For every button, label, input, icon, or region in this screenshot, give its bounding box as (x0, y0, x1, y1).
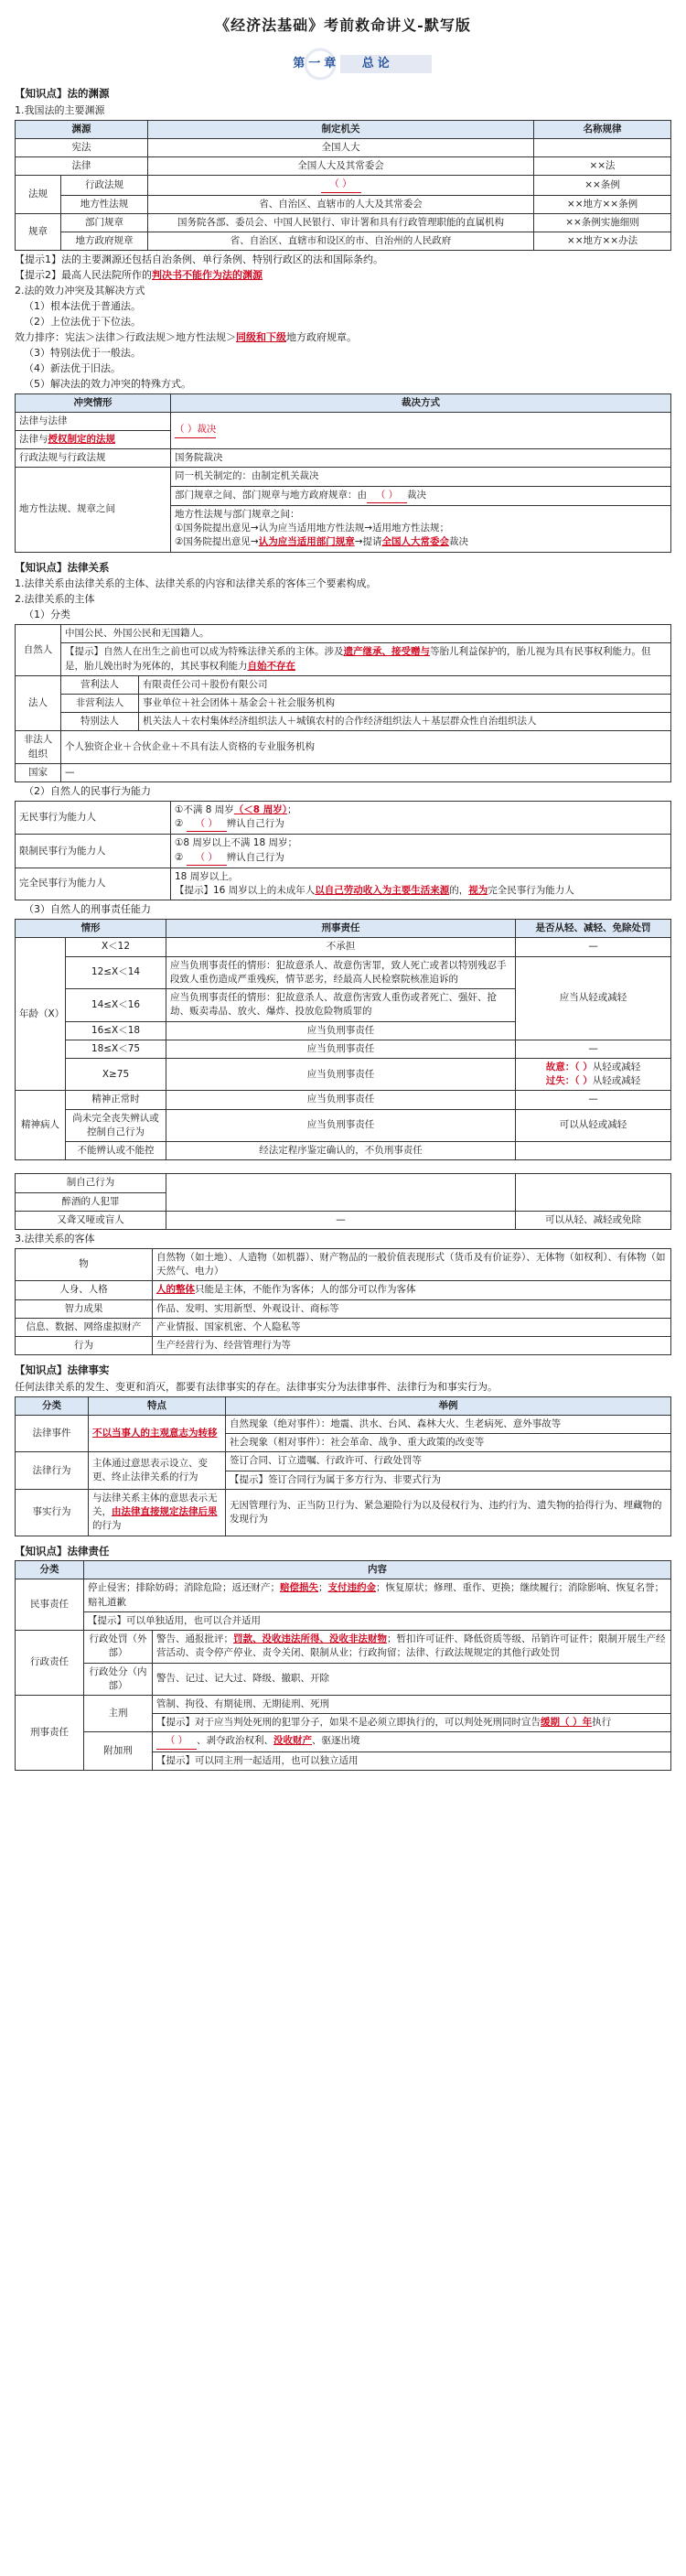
table-cell: 物 (16, 1248, 153, 1280)
text-line (520, 1061, 667, 1074)
table-header: 内容 (84, 1561, 671, 1579)
sources-table (15, 120, 671, 252)
text-part: 与法律关系主体的意思表示无关， (92, 1492, 218, 1518)
table-header-row (16, 920, 671, 938)
table-cell (84, 1579, 671, 1611)
fill-blank[interactable]: （ ）裁决 (175, 423, 216, 437)
table-cell (171, 801, 671, 834)
table-cell: 省、自治区、直辖市的人大及其常委会 (148, 195, 534, 213)
table-cell: 法律 (16, 157, 148, 176)
text-part: 裁决 (449, 536, 469, 548)
highlight-text: 由法律直接规定法律后果 (112, 1506, 218, 1518)
table-cell: ××条例 (534, 176, 671, 195)
text-part: 裁决 (407, 489, 426, 501)
table-cell: — (166, 1211, 516, 1229)
table-header: 刑事责任 (166, 920, 516, 938)
table-cell (171, 505, 671, 552)
table-cell: 经法定程序鉴定确认的，不负刑事责任 (166, 1142, 516, 1160)
text-part: 从轻或减轻 (592, 1061, 641, 1072)
table-cell: 地方政府规章 (61, 232, 148, 250)
table-cell: 作品、发明、实用新型、外观设计、商标等 (153, 1299, 671, 1318)
table-row (16, 1611, 671, 1630)
table-cell: — (516, 938, 671, 956)
highlight-text: 全国人大常委会 (381, 536, 450, 548)
table-cell: 地方性法规 (61, 195, 148, 213)
criminal-capacity-table (15, 919, 671, 1160)
table-cell (16, 431, 171, 449)
table-cell (171, 868, 671, 900)
table-cell (89, 1416, 226, 1452)
table-group-cell: 精神病人 (16, 1091, 66, 1160)
fill-blank[interactable]: （ ） (321, 178, 361, 192)
fill-blank[interactable]: （ ） (367, 489, 407, 503)
table-cell: — (516, 1040, 671, 1058)
table-header-row (16, 1561, 671, 1579)
text-part: 法律与 (19, 434, 48, 446)
tip-text: 【提示1】法的主要渊源还包括自治条例、单行条例、特别行政区的法和国际条约。 (15, 253, 383, 266)
table-row (16, 232, 671, 250)
text-part: 执行 (592, 1717, 612, 1729)
text-line: 地方性法规与部门规章之间： (175, 508, 300, 520)
list-item (15, 330, 671, 345)
table-cell: 应当从轻或减轻 (516, 956, 671, 1040)
table-row (16, 1142, 671, 1160)
text-part: ； (287, 803, 297, 815)
table-group-cell: 自然人 (16, 625, 61, 676)
list-item: （3）特别法优于一般法。 (24, 346, 141, 359)
table-cell: 不能辨认或不能控 (66, 1142, 166, 1160)
table-cell: 签订合同、订立遗嘱、行政许可、行政处罚等 (226, 1452, 671, 1471)
table-cell (148, 176, 534, 195)
table-row (16, 1579, 671, 1611)
table-cell: 又聋又哑或盲人 (16, 1211, 166, 1229)
table-row (16, 694, 671, 712)
table-cell: 应当负刑事责任 (166, 1058, 516, 1090)
table-cell: — (516, 1091, 671, 1109)
text-part: 的行为 (92, 1520, 122, 1532)
chapter-number: 第一章 (293, 57, 340, 71)
table-cell: 社会现象（相对事件）：社会革命、战争、重大政策的改变等 (226, 1434, 671, 1452)
table-cell: 人身、人格 (16, 1281, 153, 1299)
table-cell (171, 835, 671, 868)
table-cell: 应当负刑事责任 (166, 1091, 516, 1109)
table-cell: 营利法人 (61, 675, 139, 694)
text-part: →提请 (354, 536, 382, 548)
highlight-text: 判决书不能作为法的渊源 (152, 269, 263, 282)
table-cell: 【提示】可以同主刑一起适用，也可以独立适用 (153, 1751, 671, 1770)
table-cell (153, 1714, 671, 1732)
table-row (16, 801, 671, 834)
table-cell: 主刑 (84, 1695, 153, 1731)
table-cell: 部门规章 (61, 213, 148, 232)
highlight-text: 自始不存在 (247, 660, 295, 672)
table-cell: 行政法规 (61, 176, 148, 195)
table-cell: 事实行为 (16, 1489, 89, 1536)
table-row (16, 1695, 671, 1713)
criminal-capacity-table-continued (15, 1173, 671, 1230)
table-cell: 应当负刑事责任 (166, 1040, 516, 1058)
table-cell: 16≤X＜18 (66, 1021, 166, 1040)
table-row (16, 213, 671, 232)
list-item: （1）根本法优于普通法。 (24, 299, 141, 312)
table-row (16, 731, 671, 763)
text-part: 地方政府规章。 (286, 330, 357, 343)
text-line: ② （ ） 辨认自己行为 (175, 851, 667, 866)
table-row (16, 1281, 671, 1299)
sub-heading: 2.法的效力冲突及其解决方式 (15, 285, 145, 297)
text-part: ；暂扣许可证件、降低资质等级、吊销许可证件；限制开展生产经营活动、责令停产停业、责令关闭、限制从业；行政拘留；法律、行政法规规定的其他行政处罚 (156, 1633, 666, 1659)
text-line (175, 803, 667, 817)
table-cell: 精神正常时 (66, 1091, 166, 1109)
table-header: 分类 (16, 1396, 89, 1415)
table-row (16, 763, 671, 781)
kp-heading-legal-liability: 【知识点】法律责任 (15, 1544, 110, 1557)
table-cell (534, 138, 671, 156)
table-cell: ××法 (534, 157, 671, 176)
table-row (16, 138, 671, 156)
kp-heading-legal-relation: 【知识点】法律关系 (15, 560, 110, 574)
table-cell: 尚未完全丧失辨认或控制自己行为 (66, 1109, 166, 1141)
text-part: 辨认自己行为 (226, 818, 284, 830)
text-part: 等胎儿利益保护的，胎儿视为具有民事权利能力。但是，胎儿娩出时为死体的，其民事权利能力 (65, 646, 651, 672)
table-cell: 管制、拘役、有期徒刑、无期徒刑、死刑 (153, 1695, 671, 1713)
table-header: 特点 (89, 1396, 226, 1415)
table-cell: 法律与法律 (16, 412, 171, 430)
highlight-text: 没收财产 (273, 1735, 312, 1747)
table-cell: 应当负刑事责任 (166, 1021, 516, 1040)
table-cell: — (61, 763, 671, 781)
table-cell: 醉酒的人犯罪 (16, 1192, 166, 1211)
text-part: 、剥夺政治权利、 (197, 1735, 273, 1747)
table-group-cell: 法人 (16, 675, 61, 731)
table-cell: ××地方××办法 (534, 232, 671, 250)
table-row (16, 1091, 671, 1109)
table-cell: 【提示】签订合同行为属于多方行为、非要式行为 (226, 1471, 671, 1489)
table-cell: ××条例实施细则 (534, 213, 671, 232)
table-cell: 同一机关制定的：由制定机关裁决 (171, 468, 671, 486)
sub-heading: （2）自然人的民事行为能力 (24, 785, 151, 798)
text-part: 停止侵害；排除妨碍；消除危险；返还财产； (88, 1582, 280, 1594)
table-cell (61, 643, 671, 675)
table-row (16, 675, 671, 694)
table-cell: 18≤X＜75 (66, 1040, 166, 1058)
kp-heading-sources: 【知识点】法的渊源 (15, 87, 110, 101)
document-title: 《经济法基础》考前救命讲义-默写版 (215, 16, 471, 34)
table-cell: 无民事行为能力人 (16, 801, 171, 834)
table-row (16, 868, 671, 900)
table-cell: 14≤X＜16 (66, 989, 166, 1021)
table-group-cell: 法规 (16, 176, 61, 213)
table-cell: 不承担 (166, 938, 516, 956)
fill-blank[interactable]: （ ） (187, 851, 227, 866)
table-cell: 国务院裁决 (171, 449, 671, 468)
highlight-text: 同级和下级 (236, 330, 286, 343)
table-row (16, 1336, 671, 1354)
table-row (16, 1058, 671, 1090)
table-cell: 警告、记过、记大过、降级、撤职、开除 (153, 1663, 671, 1695)
text-line: 18 周岁以上。 (175, 870, 239, 882)
table-row (16, 643, 671, 675)
highlight-text: 遗产继承、接受赠与 (343, 646, 430, 658)
text-part: 部门规章之间、部门规章与地方政府规章：由 (175, 489, 367, 501)
table-cell: 全国人大及其常委会 (148, 157, 534, 176)
text-part: 只能是主体，不能作为客体；人的部分可以作为客体 (195, 1284, 416, 1296)
table-header: 名称规律 (534, 120, 671, 138)
table-cell: 行政处分（内部） (84, 1663, 153, 1695)
table-header: 冲突情形 (16, 393, 171, 412)
capacity-table (15, 801, 671, 900)
text-part: 效力排序：宪法＞法律＞行政法规＞地方性法规＞ (15, 330, 236, 343)
highlight-text[interactable]: 故意：（ ） (545, 1061, 593, 1072)
table-cell: 产业情报、国家机密、个人隐私等 (153, 1318, 671, 1336)
table-header: 情形 (16, 920, 166, 938)
table-cell (166, 1174, 516, 1211)
table-row (16, 195, 671, 213)
table-cell (516, 1058, 671, 1090)
fill-blank[interactable]: 缓期（ ）年 (541, 1717, 593, 1729)
table-group-cell: 刑事责任 (16, 1695, 84, 1770)
table-group-cell: 民事责任 (16, 1579, 84, 1631)
table-header: 制定机关 (148, 120, 534, 138)
text-line (175, 884, 667, 898)
table-row (16, 449, 671, 468)
table-row (16, 468, 671, 486)
text-line: 任何法律关系的发生、变更和消灭，都要有法律事实的存在。法律事实分为法律事件、法律行为和事实行为。 (15, 1380, 498, 1393)
text-part: ；恢复原状；修理、重作、更换；继续履行；消除影响、恢复名誉；赔礼道歉 (88, 1582, 664, 1608)
object-table (15, 1248, 671, 1355)
text-part: 、驱逐出境 (312, 1735, 360, 1747)
table-cell: 【提示】可以单独适用，也可以合并适用 (84, 1611, 671, 1630)
table-cell (516, 1142, 671, 1160)
table-cell: 省、自治区、直辖市和设区的市、自治州的人民政府 (148, 232, 534, 250)
highlight-text: 支付违约金 (327, 1582, 376, 1594)
table-cell: 中国公民、外国公民和无国籍人。 (61, 625, 671, 643)
text-line (520, 1074, 667, 1088)
table-cell: 非营利法人 (61, 694, 139, 712)
table-row (16, 713, 671, 731)
table-cell: 应当负刑事责任的情形：犯故意杀人、故意伤害罪，致人死亡或者以特别残忍手段致人重伤造成严重残疾，情节恶劣，经最高人民检察院核准追诉的 (166, 956, 516, 988)
table-cell: 全国人大 (148, 138, 534, 156)
table-cell: 智力成果 (16, 1299, 153, 1318)
table-row (16, 1732, 671, 1751)
table-row (16, 1452, 671, 1471)
table-row (16, 1211, 671, 1229)
sub-heading: 1.我国法的主要渊源 (15, 103, 105, 116)
chapter-heading (15, 56, 671, 73)
table-row (16, 835, 671, 868)
table-group-cell: 年龄（X） (16, 938, 66, 1091)
table-cell (171, 486, 671, 505)
tip-text (15, 268, 671, 283)
text-part: ； (318, 1582, 328, 1594)
table-cell: 有限责任公司＋股份有限公司 (139, 675, 671, 694)
table-cell: 宪法 (16, 138, 148, 156)
table-cell (171, 412, 671, 448)
table-cell: ××地方××条例 (534, 195, 671, 213)
sub-heading: （3）自然人的刑事责任能力 (24, 903, 151, 916)
table-cell: 完全民事行为能力人 (16, 868, 171, 900)
table-cell: 法律事件 (16, 1416, 89, 1452)
table-cell: 限制民事行为能力人 (16, 835, 171, 868)
text-part: 【提示】自然人在出生之前也可以成为特殊法律关系的主体。涉及 (65, 646, 344, 658)
table-row (16, 1663, 671, 1695)
text-part: 【提示】对于应当判处死刑的犯罪分子，如果不是必须立即执行的，可以判处死刑同时宣告 (156, 1717, 541, 1729)
tip-text-part: 【提示2】最高人民法院所作的 (15, 269, 152, 282)
sub-heading: 2.法律关系的主体 (15, 593, 95, 606)
table-cell: 应当负刑事责任的情形：犯故意杀人、故意伤害致人重伤或者死亡、强奸、抢劫、贩卖毒品、放火、爆炸、投放危险物质罪的 (166, 989, 516, 1021)
text-part: ②国务院提出意见→ (175, 536, 259, 548)
table-row (16, 1109, 671, 1141)
text-part: 【提示】16 周岁以上的未成年人 (175, 885, 316, 897)
table-row (16, 1416, 671, 1434)
table-cell (153, 1732, 671, 1751)
table-row (16, 625, 671, 643)
table-group-cell: 国家 (16, 763, 61, 781)
table-header-row (16, 1396, 671, 1415)
table-cell: 自然现象（绝对事件）：地震、洪水、台风、森林大火、生老病死、意外事故等 (226, 1416, 671, 1434)
table-cell (153, 1631, 671, 1663)
kp-heading-legal-fact: 【知识点】法律事实 (15, 1363, 110, 1377)
text-part: 从轻或减轻 (592, 1075, 641, 1087)
list-item: （5）解决法的效力冲突的特殊方式。 (24, 377, 191, 390)
text-line: ② （ ） 辨认自己行为 (175, 817, 667, 832)
table-header-row (16, 393, 671, 412)
highlight-text: 授权制定的法规 (48, 434, 115, 446)
table-group-cell: 规章 (16, 213, 61, 250)
table-header: 举例 (226, 1396, 671, 1415)
table-group-cell: 非法人组织 (16, 731, 61, 763)
text-line: 1.法律关系由法律关系的主体、法律关系的内容和法律关系的客体三个要素构成。 (15, 577, 377, 590)
table-cell: 主体通过意思表示设立、变更、终止法律关系的行为 (89, 1452, 226, 1489)
table-cell: 应当负刑事责任 (166, 1109, 516, 1141)
highlight-text[interactable]: 过失：（ ） (545, 1075, 593, 1087)
highlight-text: 视为 (468, 885, 488, 897)
table-group-cell: 行政责任 (16, 1631, 84, 1696)
table-cell (516, 1174, 671, 1211)
subject-table (15, 624, 671, 782)
table-row (16, 1631, 671, 1663)
list-item: （4）新法优于旧法。 (24, 361, 121, 374)
table-row (16, 938, 671, 956)
table-cell: 生产经营行为、经营管理行为等 (153, 1336, 671, 1354)
table-cell: 12≤X＜14 (66, 956, 166, 988)
table-row (16, 956, 671, 988)
spacer (15, 1162, 671, 1171)
highlight-text: 赔偿损失 (280, 1582, 318, 1594)
highlight-text: 人的整体 (156, 1284, 195, 1296)
text-part: 辨认自己行为 (226, 851, 284, 863)
table-cell: 信息、数据、网络虚拟财产 (16, 1318, 153, 1336)
table-cell: X＜12 (66, 938, 166, 956)
table-row (16, 176, 671, 195)
table-header: 裁决方式 (171, 393, 671, 412)
table-row (16, 412, 671, 430)
fill-blank[interactable]: （ ） (187, 817, 227, 832)
legal-fact-table (15, 1396, 671, 1536)
liability-table (15, 1560, 671, 1771)
sub-heading: （1）分类 (24, 609, 70, 621)
table-header: 分类 (16, 1561, 84, 1579)
sub-heading: 3.法律关系的客体 (15, 1232, 95, 1245)
table-row (16, 1174, 671, 1192)
table-cell: 行政法规与行政法规 (16, 449, 171, 468)
text-line: ①8 周岁以上不满 18 周岁； (175, 837, 297, 849)
table-cell: 个人独资企业＋合伙企业＋不具有法人资格的专业服务机构 (61, 731, 671, 763)
table-cell: 事业单位＋社会团体＋基金会＋社会服务机构 (139, 694, 671, 712)
text-line: ①国务院提出意见→认为应当适用地方性法规→适用地方性法规； (175, 523, 450, 534)
table-cell: X≥75 (66, 1058, 166, 1090)
table-cell: 行政处罚（外部） (84, 1631, 153, 1663)
text-part: 警告、通报批评； (156, 1633, 233, 1645)
conflict-table (15, 393, 671, 553)
table-cell: 国务院各部、委员会、中国人民银行、审计署和具有行政管理职能的直属机构 (148, 213, 534, 232)
highlight-text: 以自己劳动收入为主要生活来源 (315, 885, 450, 897)
table-cell (153, 1281, 671, 1299)
table-header-row (16, 120, 671, 138)
highlight-text: （＜8 周岁） (233, 803, 287, 815)
table-header: 渊源 (16, 120, 148, 138)
table-cell: 无因管理行为、正当防卫行为、紧急避险行为以及侵权行为、违约行为、遗失物的拾得行为、埋藏物的发现行为 (226, 1489, 671, 1536)
table-cell (89, 1489, 226, 1536)
list-item: （2）上位法优于下位法。 (24, 315, 141, 328)
table-cell: 可以从轻或减轻 (516, 1109, 671, 1141)
text-part: 完全民事行为能力人 (488, 885, 574, 897)
text-part: ①不满 8 周岁 (175, 803, 234, 815)
table-row (16, 1318, 671, 1336)
table-cell: 法律行为 (16, 1452, 89, 1489)
table-row (16, 157, 671, 176)
text-line (175, 535, 667, 549)
table-cell: 附加刑 (84, 1732, 153, 1770)
table-row (16, 1040, 671, 1058)
table-cell: 机关法人＋农村集体经济组织法人＋城镇农村的合作经济组织法人＋基层群众性自治组织法人 (139, 713, 671, 731)
fill-blank[interactable]: （ ） (156, 1734, 197, 1749)
table-header: 是否从轻、减轻、免除处罚 (516, 920, 671, 938)
table-cell: 可以从轻、减轻或免除 (516, 1211, 671, 1229)
highlight-text: 认为应当适用部门规章 (258, 536, 355, 548)
table-cell: 地方性法规、规章之间 (16, 468, 171, 552)
table-cell: 制自己行为 (16, 1174, 166, 1192)
highlight-text: 不以当事人的主观意志为转移 (92, 1428, 218, 1439)
chapter-subtitle: 总论 (361, 57, 393, 71)
highlight-text: 罚款、没收违法所得、没收非法财物 (233, 1633, 387, 1645)
table-cell: 特别法人 (61, 713, 139, 731)
table-row (16, 1489, 671, 1536)
table-cell: 行为 (16, 1336, 153, 1354)
table-row (16, 1299, 671, 1318)
table-cell: 自然物（如土地）、人造物（如机器）、财产物品的一般价值表现形式（货币及有价证券）、无体物（如权利）、有体物（如天然气、电力） (153, 1248, 671, 1280)
text-part: 的， (449, 885, 469, 897)
table-row (16, 1248, 671, 1280)
